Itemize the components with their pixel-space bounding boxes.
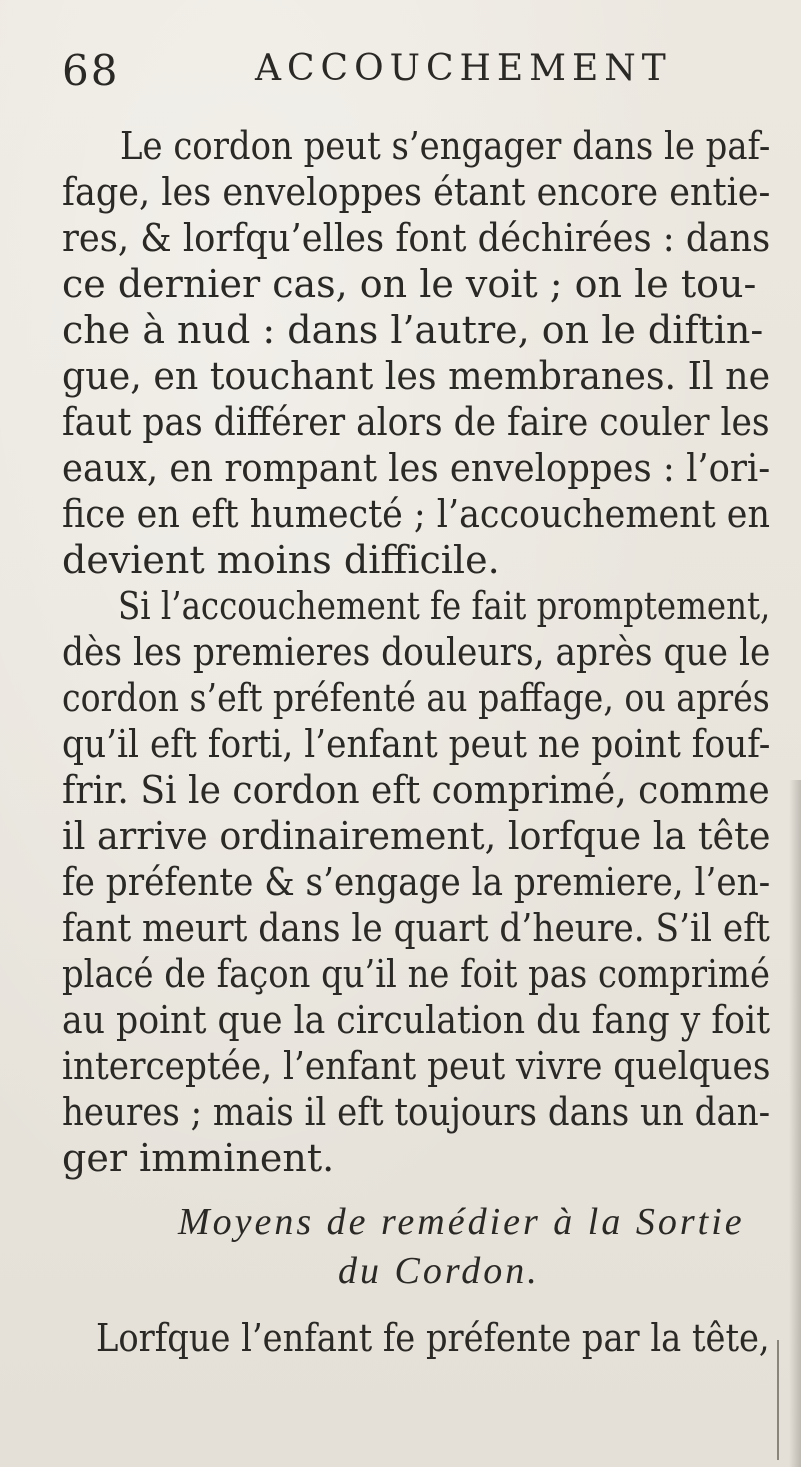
section-heading-line-1: Moyens de remédier à la Sortie bbox=[178, 1201, 745, 1243]
text-line: frir. Si le cordon eft comprimé, comme bbox=[62, 768, 770, 812]
text-line: Lorfque l’enfant fe préfente par la tête, bbox=[96, 1316, 770, 1360]
text-line: interceptée, l’enfant peut vivre quelques bbox=[62, 1044, 771, 1088]
text-line: fant meurt dans le quart d’heure. S’il eft bbox=[62, 906, 770, 950]
text-line: eaux, en rompant les enveloppes : l’ori- bbox=[62, 446, 771, 490]
text-line: gue, en touchant les membranes. Il ne bbox=[62, 354, 771, 398]
text-line: cordon s’eft préfenté au paffage, ou aprés bbox=[62, 676, 770, 720]
text-line: fage, les enveloppes étant encore entie- bbox=[62, 170, 771, 214]
text-line: il arrive ordinairement, lorfque la tête bbox=[62, 814, 771, 858]
text-line: che à nud : dans l’autre, on le diftin- bbox=[62, 308, 764, 352]
text-line: ce dernier cas, on le voit ; on le tou- bbox=[62, 262, 757, 306]
page-edge-shadow bbox=[789, 780, 801, 1467]
page-header bbox=[0, 40, 801, 100]
text-line: faut pas différer alors de faire couler les bbox=[62, 400, 770, 444]
text-line: fe préfente & s’engage la premiere, l’en- bbox=[62, 860, 771, 904]
text-line: Le cordon peut s’engager dans le paf- bbox=[120, 124, 771, 168]
text-line: Si l’accouchement fe fait promptement, bbox=[118, 584, 771, 628]
text-line: fice en eft humecté ; l’accouchement en bbox=[62, 492, 770, 536]
section-heading-line-2: du Cordon. bbox=[338, 1250, 540, 1292]
text-line: placé de façon qu’il ne foit pas comprimé bbox=[62, 952, 770, 996]
text-line: devient moins difficile. bbox=[62, 538, 500, 582]
text-line: res, & lorfqu’elles font déchirées : dans bbox=[62, 216, 771, 260]
page-number: 68 bbox=[62, 46, 120, 95]
running-title: ACCOUCHEMENT bbox=[255, 48, 672, 89]
page-edge-line bbox=[777, 1340, 779, 1460]
text-line: ger imminent. bbox=[62, 1136, 335, 1180]
text-line: au point que la circulation du fang y foit bbox=[62, 998, 771, 1042]
text-line: dès les premieres douleurs, après que le bbox=[62, 630, 771, 674]
text-line: heures ; mais il eft toujours dans un dan- bbox=[62, 1090, 771, 1134]
text-line: qu’il eft forti, l’enfant peut ne point fouf- bbox=[62, 722, 771, 766]
